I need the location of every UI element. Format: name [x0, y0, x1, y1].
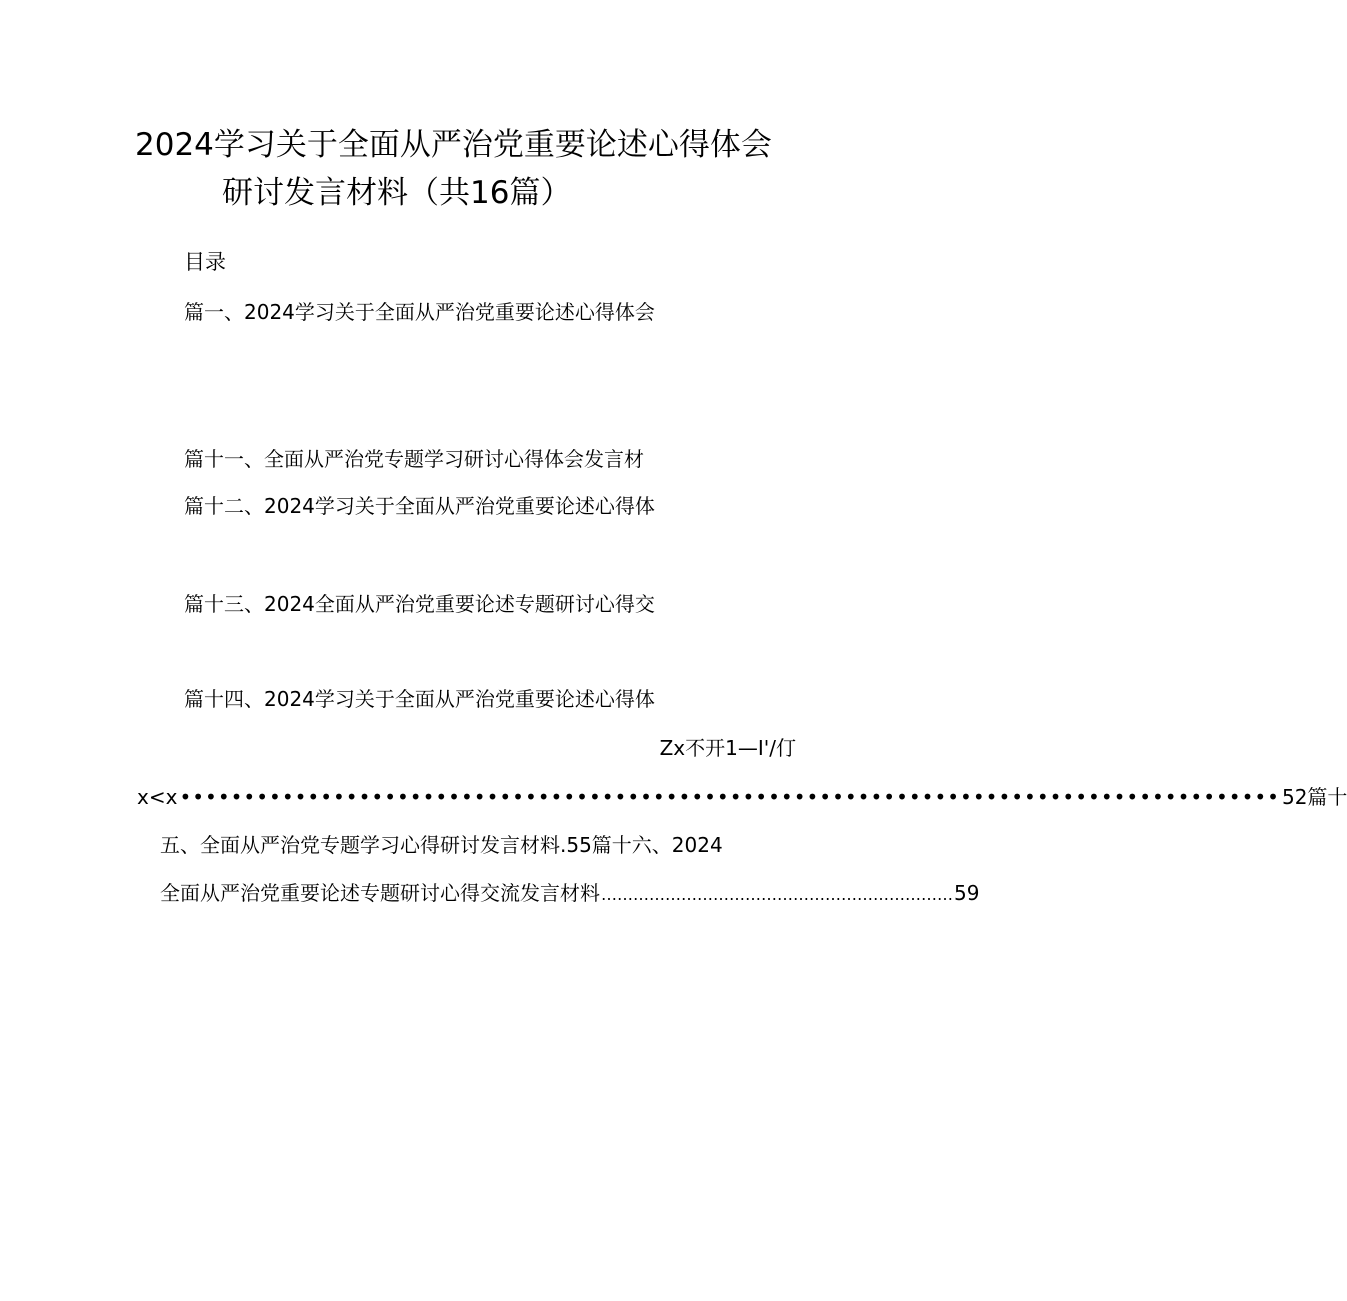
toc-entry-16[interactable] — [160, 878, 980, 910]
document-title-line-1: 2024学习关于全面从严治党重要论述心得体会 — [135, 127, 772, 163]
toc-dot-leader-lead: x<x — [137, 785, 178, 809]
toc-entry-16-page-number: 59 — [954, 881, 980, 905]
toc-entry-11[interactable]: 篇十一、全面从严治党专题学习研讨心得体会发言材 — [184, 447, 644, 471]
toc-dot-leader: •••••••••••••••••••••••••••••••••••••••••••••••••••••••••••••••••••••••••••••••••••••• — [179, 785, 1280, 809]
toc-heading: 目录 — [184, 250, 226, 274]
toc-dot-leader-line[interactable] — [137, 782, 1347, 812]
toc-garbled-line: Zx不开1—I'/仃 — [659, 736, 796, 760]
toc-dot-leader-tail: 52篇十 — [1281, 785, 1347, 809]
toc-entry-16-text: 全面从严治党重要论述专题研讨心得交流发言材料 — [160, 881, 600, 905]
toc-entry-1[interactable]: 篇一、2024学习关于全面从严治党重要论述心得体会 — [184, 300, 655, 324]
toc-entry-16-leader: ………………………………………………………… — [601, 885, 953, 904]
document-title-line-2: 研讨发言材料（共16篇） — [222, 175, 572, 211]
toc-entry-12[interactable]: 篇十二、2024学习关于全面从严治党重要论述心得体 — [184, 494, 655, 518]
toc-entry-13[interactable]: 篇十三、2024全面从严治党重要论述专题研讨心得交 — [184, 592, 655, 616]
toc-entry-15[interactable]: 五、全面从严治党专题学习心得研讨发言材料.55篇十六、2024 — [160, 833, 723, 857]
toc-entry-14[interactable]: 篇十四、2024学习关于全面从严治党重要论述心得体 — [184, 687, 655, 711]
